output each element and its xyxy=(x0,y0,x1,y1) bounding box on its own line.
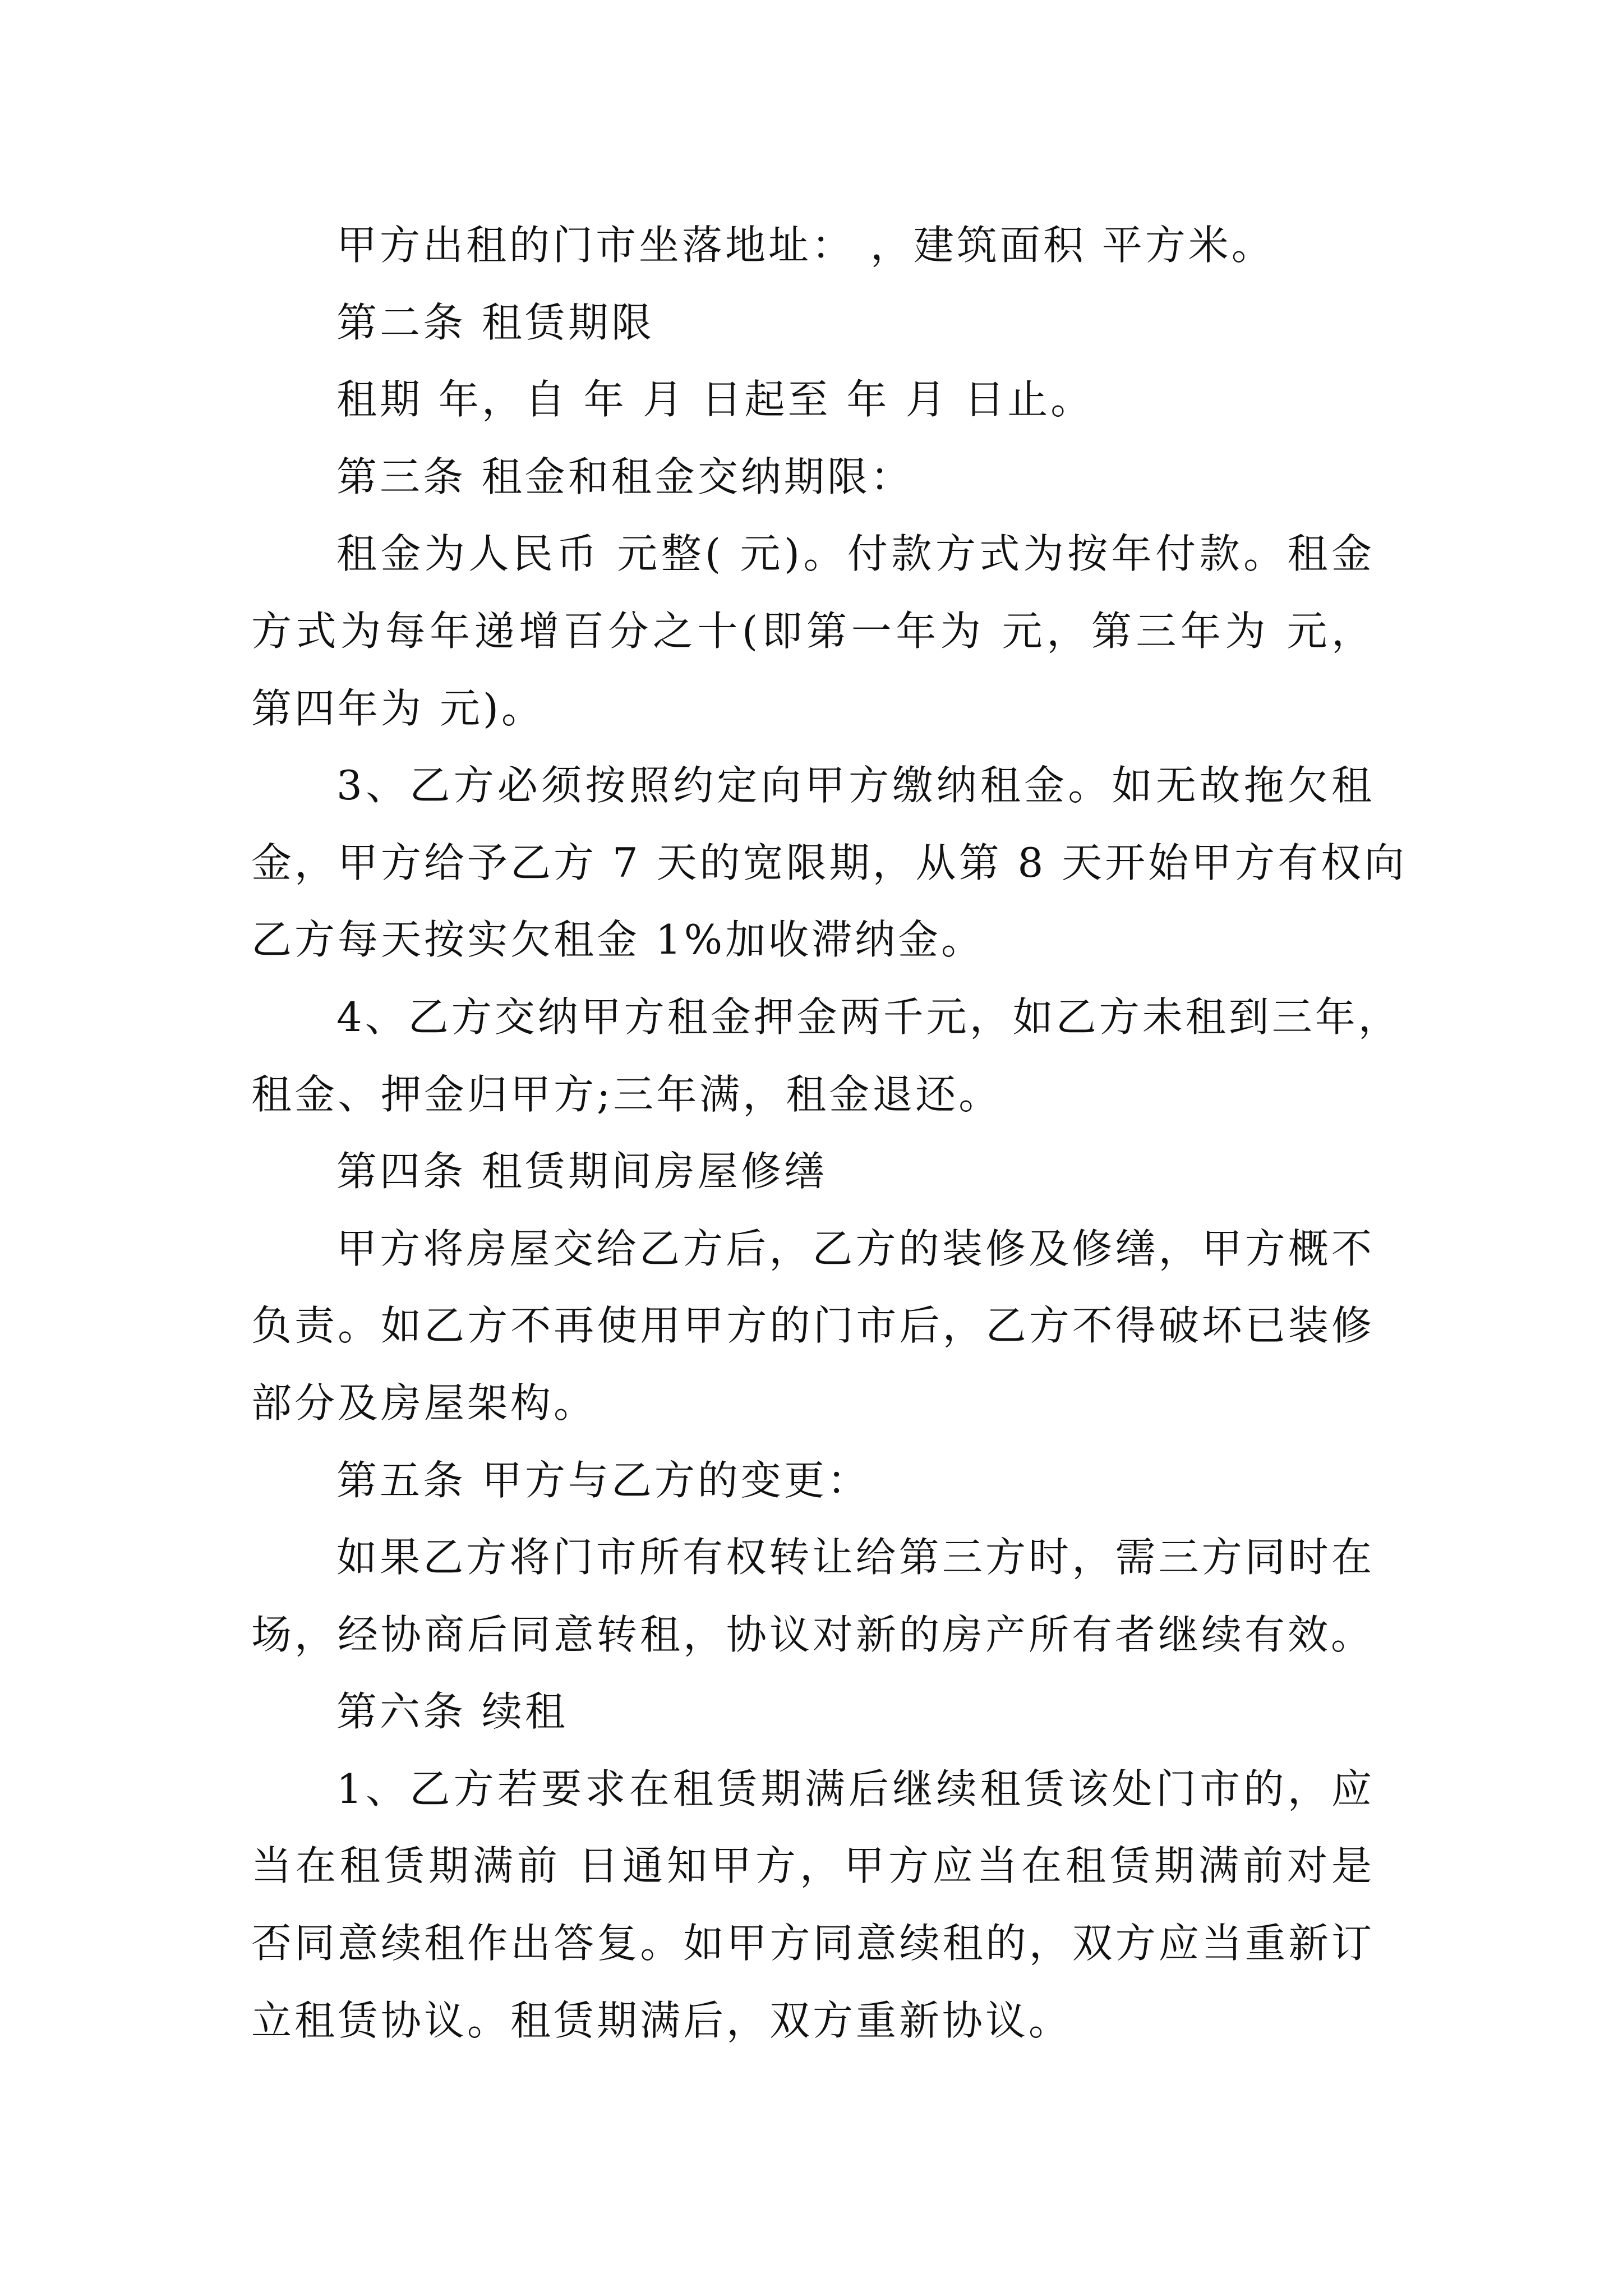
text-line: 3、乙方必须按照约定向甲方缴纳租金。如无故拖欠租 xyxy=(336,762,1375,809)
text-line: 场，经协商后同意转租，协议对新的房产所有者继续有效。 xyxy=(251,1611,1375,1658)
document-body xyxy=(251,207,1408,2059)
paragraph-lease-term xyxy=(251,361,1375,439)
text-line: 负责。如乙方不再使用甲方的门市后，乙方不得破坏已装修 xyxy=(251,1302,1375,1350)
clause-heading-lease-term xyxy=(251,284,1375,362)
clause-heading-text: 第六条 续租 xyxy=(336,1688,568,1736)
text-line: 部分及房屋架构。 xyxy=(251,1379,597,1427)
paragraph-renewal xyxy=(251,1751,1375,2059)
text-line: 否同意续租作出答复。如甲方同意续租的，双方应当重新订 xyxy=(251,1920,1375,1967)
paragraph-rent-payment-obligation xyxy=(251,747,1408,979)
text-line: 租金、押金归甲方;三年满，租金退还。 xyxy=(251,1070,1002,1118)
clause-heading-text: 第二条 租赁期限 xyxy=(336,298,654,346)
text-line: 方式为每年递增百分之十(即第一年为 元，第三年为 元， xyxy=(251,607,1375,655)
text-line: 金，甲方给予乙方 7 天的宽限期，从第 8 天开始甲方有权向 xyxy=(251,839,1408,886)
text-line: 甲方出租的门市坐落地址： ，建筑面积 平方米。 xyxy=(336,222,1275,269)
clause-heading-text: 第四条 租赁期间房屋修缮 xyxy=(336,1148,827,1195)
text-line: 租期 年，自 年 月 日起至 年 月 日止。 xyxy=(336,376,1094,424)
paragraph-rent-amount xyxy=(251,516,1375,747)
text-line: 4、乙方交纳甲方租金押金两千元，如乙方未租到三年， xyxy=(336,993,1401,1041)
text-line: 第四年为 元)。 xyxy=(251,684,545,732)
text-line: 乙方每天按实欠租金 1%加收滞纳金。 xyxy=(251,916,985,964)
paragraph-party-change xyxy=(251,1519,1375,1673)
clause-heading-text: 第三条 租金和租金交纳期限： xyxy=(336,453,914,500)
text-line: 如果乙方将门市所有权转让给第三方时，需三方同时在 xyxy=(336,1534,1375,1581)
text-line: 当在租赁期满前 日通知甲方，甲方应当在租赁期满前对是 xyxy=(251,1842,1375,1890)
text-line: 立租赁协议。租赁期满后，双方重新协议。 xyxy=(251,1996,1072,2044)
clause-heading-renewal xyxy=(251,1673,1375,1751)
paragraph-premises-address xyxy=(251,207,1375,284)
text-line: 甲方将房屋交给乙方后，乙方的装修及修缮，甲方概不 xyxy=(336,1225,1375,1272)
clause-heading-party-change xyxy=(251,1442,1375,1520)
text-line: 租金为人民币 元整( 元)。付款方式为按年付款。租金 xyxy=(336,530,1375,578)
text-line: 1、乙方若要求在租赁期满后继续租赁该处门市的，应 xyxy=(336,1765,1375,1812)
clause-heading-rent xyxy=(251,439,1375,516)
paragraph-repairs xyxy=(251,1211,1375,1442)
paragraph-deposit xyxy=(251,979,1401,1133)
clause-heading-text: 第五条 甲方与乙方的变更： xyxy=(336,1456,870,1504)
clause-heading-repairs xyxy=(251,1133,1375,1211)
